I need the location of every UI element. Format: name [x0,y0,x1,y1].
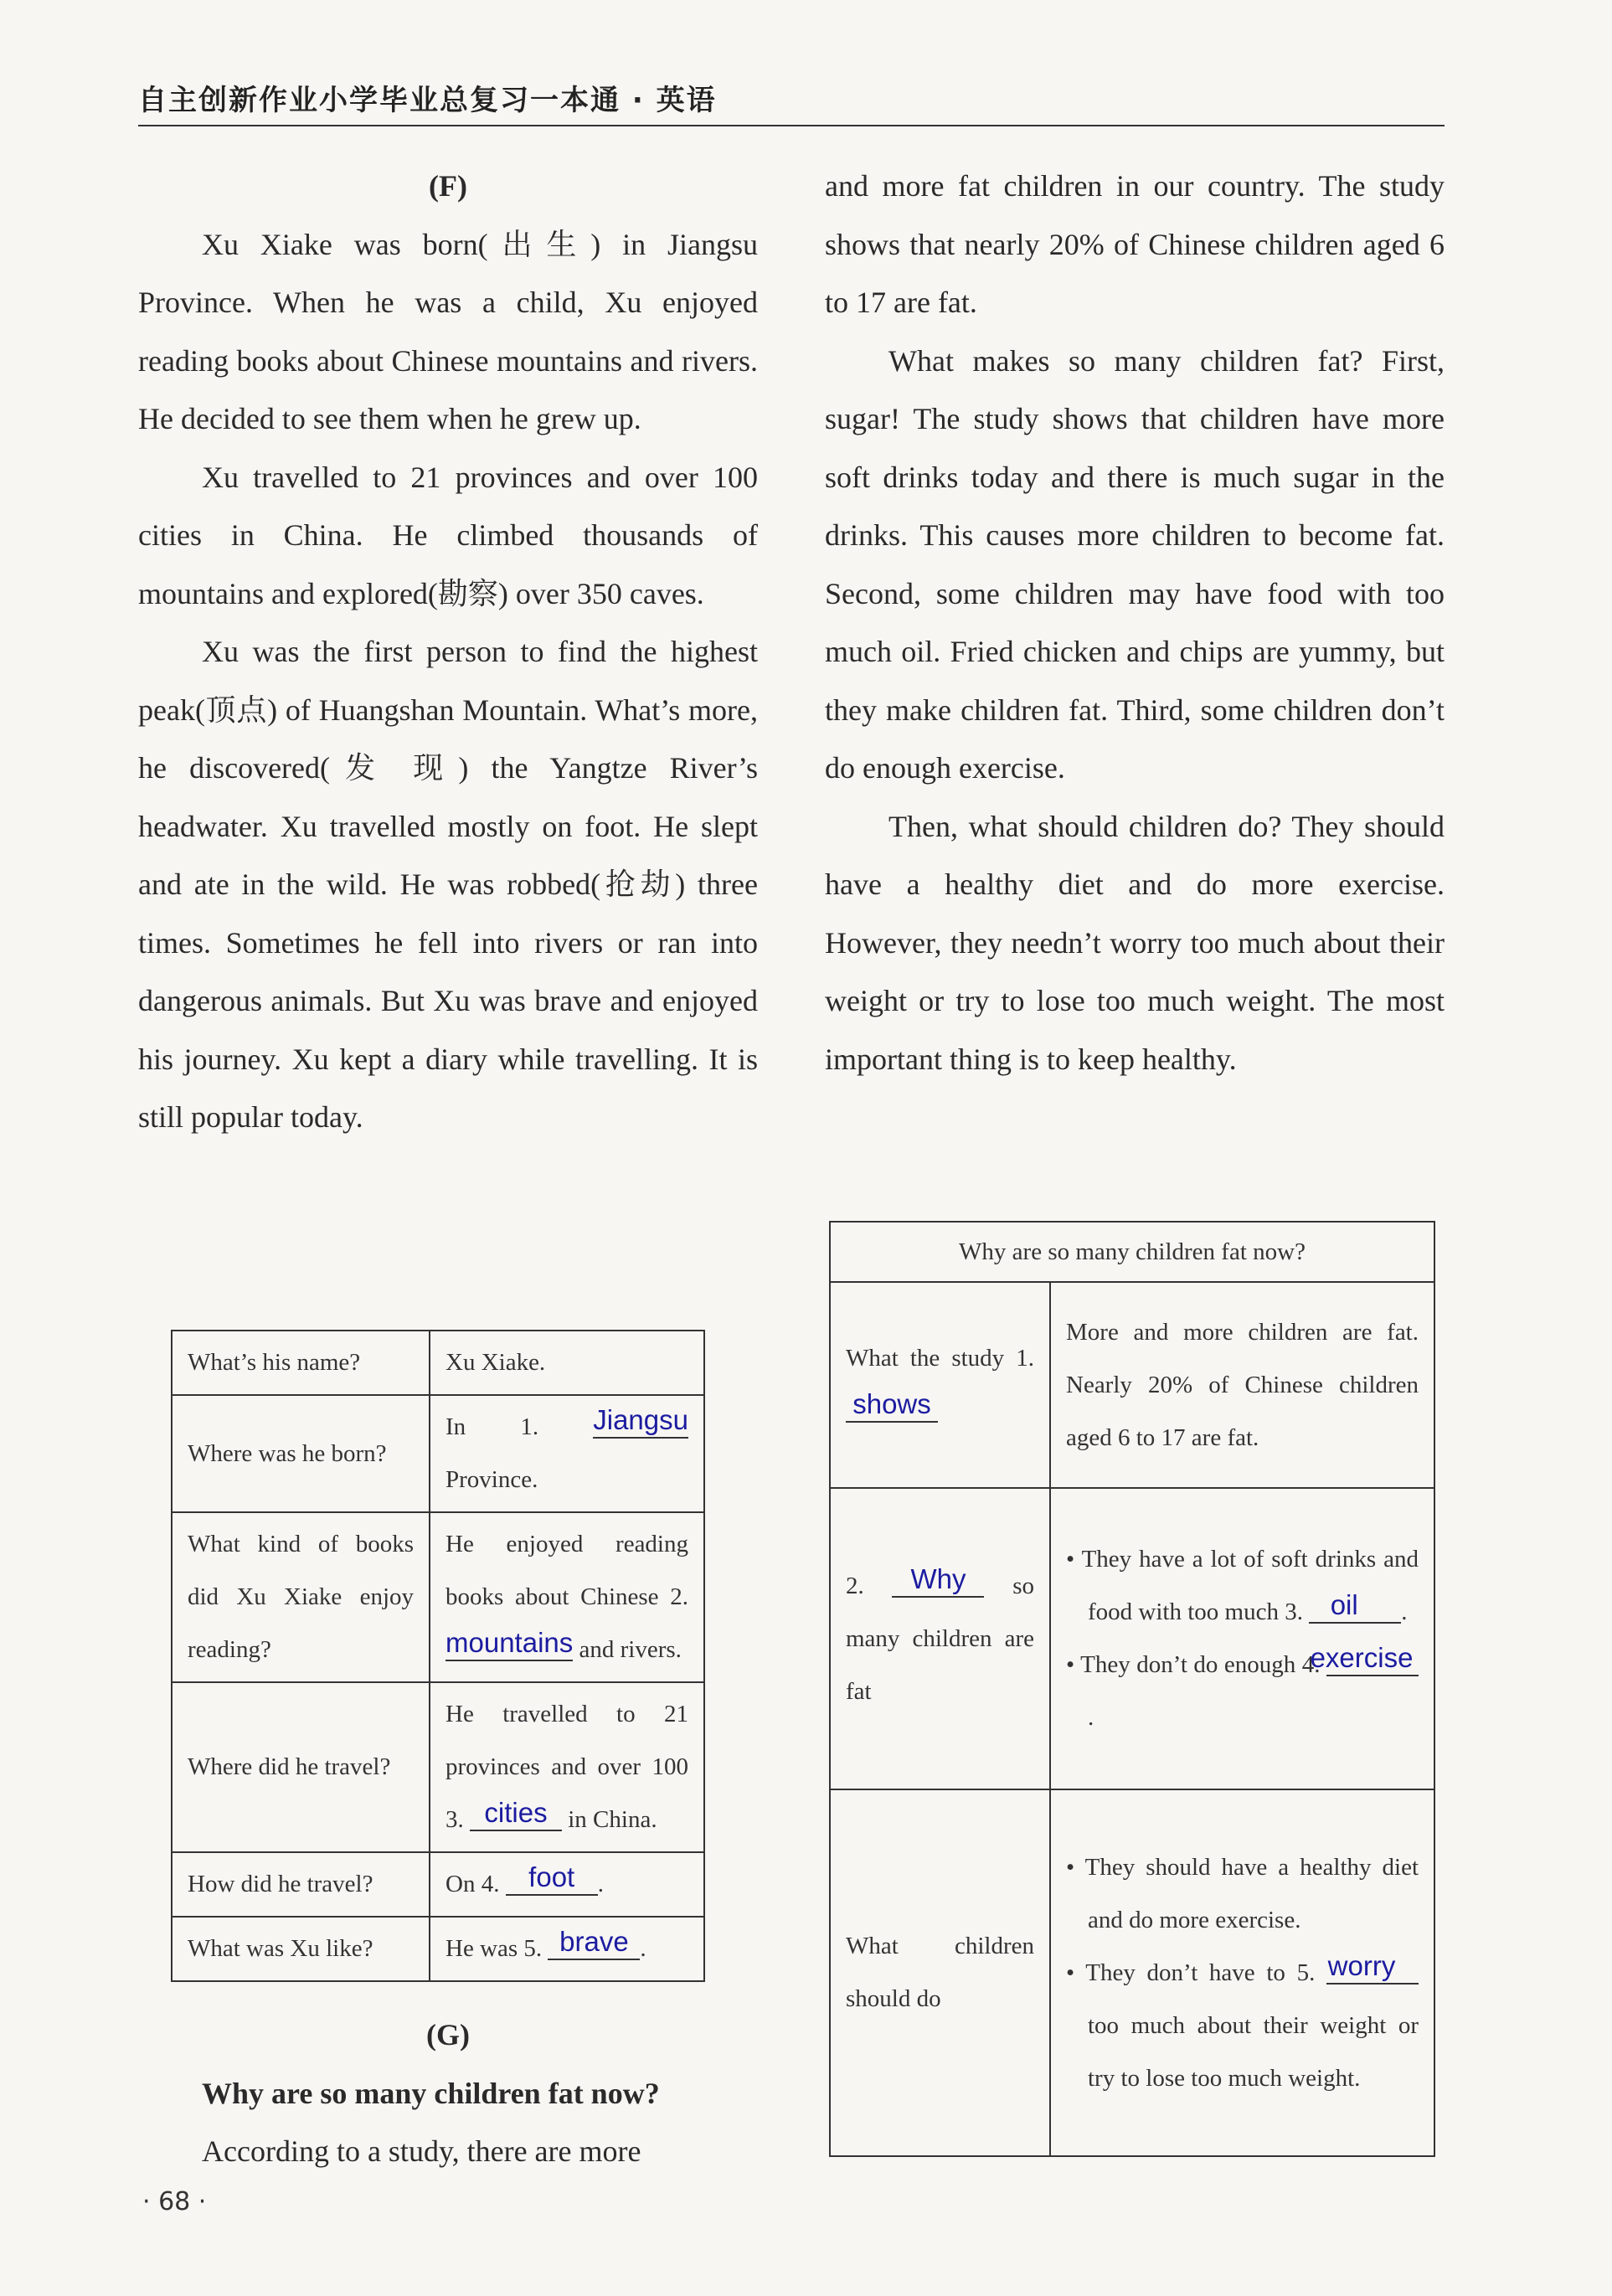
answer-cell [430,1395,704,1512]
section-g-paragraph-2: What makes so many children fat? First, sugar! The study shows that children have more soft drinks today and there is much sugar in the drinks. This causes more children to become fat. Second, some children may have food with too much oil. Fried chicken and chips are yummy, but they make children fat. Third, some children don’t do enough exercise. [825,343,1445,785]
left-column-bottom [138,2006,758,2181]
answer-cell [1050,1789,1434,2156]
table-row [172,1682,704,1852]
table-row [172,1331,704,1395]
right-column [825,157,1445,1089]
answer-blank-2[interactable] [892,1564,984,1598]
question-cell [830,1282,1050,1488]
question-cell: What was Xu like? [172,1917,430,1981]
answer-blank-2[interactable] [445,1628,573,1661]
section-f-paragraph-1: Xu Xiake was born(出生) in Jiangsu Province. When he was a child, Xu enjoyed reading books about Chinese mountains and rivers. He decided to see them when he grew up. [138,227,758,435]
handwritten-answer: oil [1330,1589,1358,1620]
table-header: Why are so many children fat now? [830,1222,1434,1282]
answer-blank-5[interactable] [548,1927,640,1960]
answer-prefix: He travelled to 21 provinces and over 100 3. [445,1701,688,1833]
table-row [830,1789,1434,2156]
section-g-paragraph-1-end: and more fat children in our country. The study shows that nearly 20% of Chinese children aged 6 to 17 are fat. [825,169,1445,319]
answer-blank-3[interactable] [470,1798,562,1831]
answer-cell [1050,1488,1434,1789]
question-cell: How did he travel? [172,1852,430,1917]
handwritten-answer: exercise [1310,1642,1414,1673]
table-row [830,1488,1434,1789]
section-g-table [829,1221,1435,2157]
table-row [172,1512,704,1682]
answer-prefix: In 1. [445,1413,539,1440]
answer-prefix: He enjoyed reading books about Chinese 2. [445,1531,688,1610]
answer-suffix: . [597,1871,604,1897]
table-row [172,1917,704,1981]
answer-blank-3[interactable] [1309,1590,1401,1624]
answer-prefix: On 4. [445,1871,500,1897]
handwritten-answer: cities [484,1797,548,1828]
answer-cell: More and more children are fat. Nearly 20% of Chinese children aged 6 to 17 are fat. [1050,1282,1434,1488]
bullet-text: • They don’t do enough 4. [1066,1651,1321,1678]
bullet-item: • They should have a healthy diet and do more exercise. [1066,1853,1419,1933]
question-cell [830,1488,1050,1789]
answer-cell [430,1512,704,1682]
page-number: · 68 · [142,2187,207,2216]
answer-cell [430,1917,704,1981]
answer-cell [430,1682,704,1852]
bullet-item [1066,1639,1419,1744]
table-row [172,1852,704,1917]
question-cell: Where was he born? [172,1395,430,1512]
handwritten-answer: worry [1327,1949,1396,1981]
answer-blank-1[interactable] [593,1405,688,1439]
table-row [830,1282,1434,1488]
handwritten-answer: Jiangsu [593,1404,688,1435]
bullet-text: • They don’t have to 5. [1066,1959,1316,1986]
section-g-label: (G) [426,2018,470,2051]
answer-blank-4[interactable] [506,1862,598,1896]
page-header: 自主创新作业小学毕业总复习一本通 · 英语 [138,77,1445,126]
answer-blank-1[interactable] [846,1389,938,1423]
section-f-paragraph-3: Xu was the first person to find the highest peak(顶点) of Huangshan Mountain. What’s more, he discovered(发 现) the Yangtze River’s headwater. Xu travelled mostly on foot. He slept and ate in the wild. He was robbed(抢劫) three times. Sometimes he fell into rivers or ran into dangerous animals. But Xu was brave and enjoyed his journey. Xu kept a diary while travelling. It is still popular today. [138,635,758,1134]
answer-suffix: in China. [568,1806,657,1833]
question-cell: Where did he travel? [172,1682,430,1852]
table-row [172,1395,704,1512]
section-g-paragraph-3: Then, what should children do? They should have a healthy diet and do more exercise. However, they needn’t worry too much about their weight or try to lose too much weight. The most important thing is to keep healthy. [825,809,1445,1076]
bullet-item [1066,1533,1419,1639]
answer-suffix: and rivers. [579,1636,682,1663]
bullet-item [1066,1947,1419,2105]
question-suffix: so many children are fat [846,1572,1035,1705]
handwritten-answer: brave [559,1926,629,1957]
question-cell: What’s his name? [172,1331,430,1395]
answer-blank-5[interactable] [1326,1951,1419,1985]
question-prefix: 2. [846,1572,864,1599]
question-prefix: What the study 1. [846,1345,1034,1372]
table-header-row [830,1222,1434,1282]
section-g-title: Why are so many children fat now? [202,2076,660,2110]
handwritten-answer: mountains [445,1627,574,1658]
bullet-suffix: too much about their weight or try to lose too much weight. [1088,2011,1419,2092]
answer-prefix: He was 5. [445,1935,543,1962]
answer-suffix: . [640,1935,646,1962]
handwritten-answer: Why [910,1562,966,1594]
handwritten-answer: shows [852,1388,931,1419]
answer-cell: Xu Xiake. [430,1331,704,1395]
bullet-suffix: . [1088,1704,1094,1731]
section-f-paragraph-2: Xu travelled to 21 provinces and over 100 cities in China. He climbed thousands of mountains and explored(勘察) over 350 caves. [138,460,758,610]
bullet-text: • They have a lot of soft drinks and food with too much 3. [1066,1546,1419,1625]
question-cell: What children should do [830,1789,1050,2156]
section-f-table [171,1330,705,1982]
handwritten-answer: foot [528,1861,575,1892]
answer-suffix: Province. [445,1466,538,1493]
answer-blank-4[interactable] [1310,1642,1419,1676]
left-column [138,157,758,1147]
bullet-suffix: . [1401,1598,1408,1625]
answer-cell [430,1852,704,1917]
section-g-paragraph-1-start: According to a study, there are more [202,2134,641,2168]
question-cell: What kind of books did Xu Xiake enjoy reading? [172,1512,430,1682]
section-f-label: (F) [429,169,467,203]
